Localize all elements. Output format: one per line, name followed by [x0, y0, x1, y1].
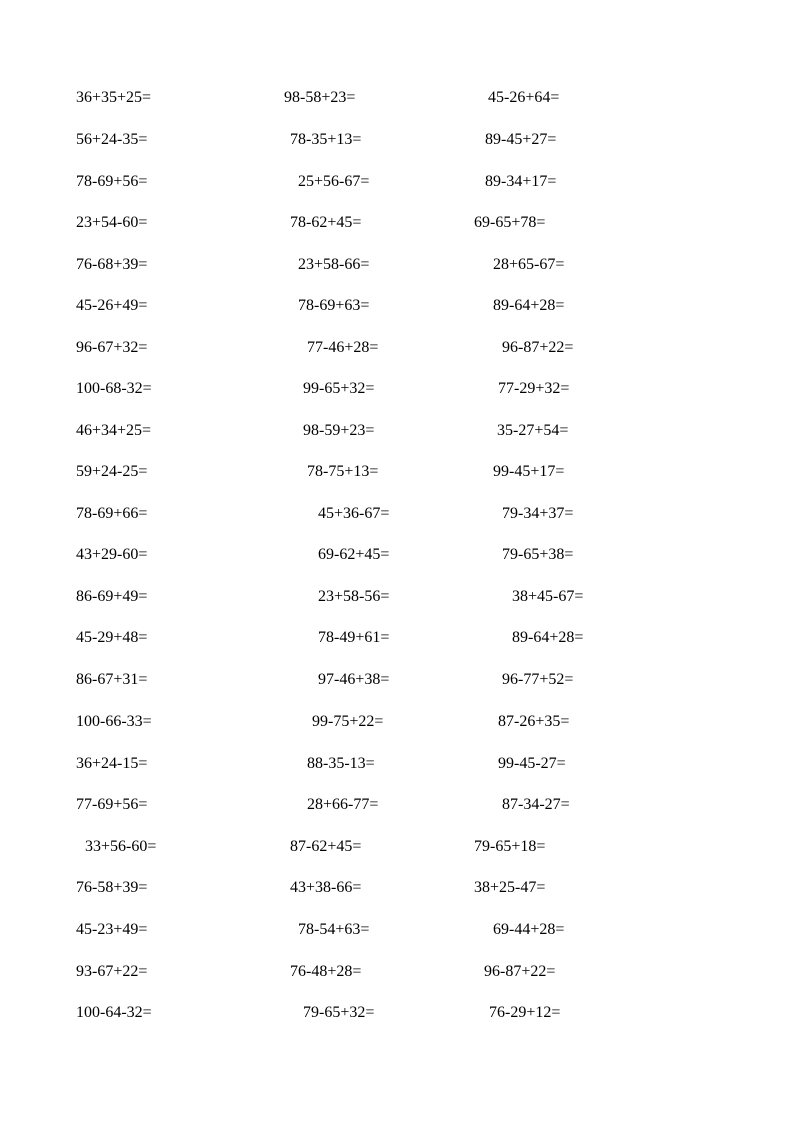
arithmetic-problem: 78-35+13= — [290, 131, 362, 148]
arithmetic-problem: 99-65+32= — [303, 380, 375, 397]
problem-row — [0, 213, 794, 237]
arithmetic-problem: 99-45-27= — [498, 755, 566, 772]
arithmetic-problem: 96-77+52= — [502, 671, 574, 688]
problem-row — [0, 255, 794, 279]
arithmetic-problem: 87-26+35= — [498, 713, 570, 730]
problem-row — [0, 795, 794, 819]
arithmetic-problem: 79-65+32= — [303, 1004, 375, 1021]
problem-row — [0, 837, 794, 861]
arithmetic-problem: 79-34+37= — [502, 505, 574, 522]
arithmetic-problem: 79-65+38= — [502, 546, 574, 563]
arithmetic-problem: 69-44+28= — [493, 921, 565, 938]
arithmetic-problem: 25+56-67= — [298, 173, 370, 190]
arithmetic-problem: 78-69+66= — [76, 505, 148, 522]
problem-row — [0, 1003, 794, 1027]
arithmetic-problem: 56+24-35= — [76, 131, 148, 148]
arithmetic-problem: 79-65+18= — [474, 838, 546, 855]
problem-row — [0, 504, 794, 528]
problem-row — [0, 587, 794, 611]
arithmetic-problem: 89-34+17= — [485, 173, 557, 190]
arithmetic-problem: 76-29+12= — [489, 1004, 561, 1021]
arithmetic-problem: 45-26+49= — [76, 297, 148, 314]
problem-row — [0, 338, 794, 362]
arithmetic-problem: 69-65+78= — [474, 214, 546, 231]
arithmetic-problem: 23+54-60= — [76, 214, 148, 231]
problem-row — [0, 712, 794, 736]
problem-row — [0, 962, 794, 986]
arithmetic-problem: 87-62+45= — [290, 838, 362, 855]
arithmetic-problem: 96-87+22= — [502, 339, 574, 356]
arithmetic-problem: 69-62+45= — [318, 546, 390, 563]
arithmetic-problem: 35-27+54= — [497, 422, 569, 439]
problem-row — [0, 172, 794, 196]
arithmetic-problem: 89-64+28= — [493, 297, 565, 314]
problem-row — [0, 421, 794, 445]
arithmetic-problem: 96-87+22= — [484, 963, 556, 980]
arithmetic-problem: 76-68+39= — [76, 256, 148, 273]
arithmetic-problem: 45-23+49= — [76, 921, 148, 938]
arithmetic-problem: 36+24-15= — [76, 755, 148, 772]
problem-row — [0, 545, 794, 569]
problem-row — [0, 628, 794, 652]
arithmetic-problem: 78-62+45= — [290, 214, 362, 231]
arithmetic-problem: 87-34-27= — [502, 796, 570, 813]
arithmetic-problem: 77-69+56= — [76, 796, 148, 813]
arithmetic-problem: 100-64-32= — [76, 1004, 152, 1021]
arithmetic-problem: 43+29-60= — [76, 546, 148, 563]
arithmetic-problem: 98-58+23= — [284, 89, 356, 106]
arithmetic-problem: 38+25-47= — [474, 879, 546, 896]
arithmetic-problem: 89-45+27= — [485, 131, 557, 148]
arithmetic-problem: 33+56-60= — [85, 838, 157, 855]
problem-row — [0, 878, 794, 902]
problem-row — [0, 462, 794, 486]
problem-row — [0, 379, 794, 403]
arithmetic-problem: 38+45-67= — [512, 588, 584, 605]
problem-row — [0, 296, 794, 320]
arithmetic-problem: 59+24-25= — [76, 463, 148, 480]
arithmetic-problem: 86-67+31= — [76, 671, 148, 688]
arithmetic-problem: 28+66-77= — [307, 796, 379, 813]
arithmetic-problem: 89-64+28= — [512, 629, 584, 646]
arithmetic-problem: 88-35-13= — [307, 755, 375, 772]
arithmetic-problem: 76-48+28= — [290, 963, 362, 980]
arithmetic-problem: 100-66-33= — [76, 713, 152, 730]
problem-row — [0, 130, 794, 154]
arithmetic-problem: 36+35+25= — [76, 89, 152, 106]
problem-row — [0, 754, 794, 778]
arithmetic-problem: 78-54+63= — [298, 921, 370, 938]
arithmetic-problem: 77-46+28= — [307, 339, 379, 356]
arithmetic-problem: 43+38-66= — [290, 879, 362, 896]
arithmetic-problem: 76-58+39= — [76, 879, 148, 896]
arithmetic-problem: 100-68-32= — [76, 380, 152, 397]
arithmetic-problem: 45-26+64= — [488, 89, 560, 106]
arithmetic-problem: 45+36-67= — [318, 505, 390, 522]
arithmetic-problem: 77-29+32= — [498, 380, 570, 397]
arithmetic-problem: 96-67+32= — [76, 339, 148, 356]
arithmetic-problem: 78-75+13= — [307, 463, 379, 480]
arithmetic-problem: 99-45+17= — [493, 463, 565, 480]
arithmetic-problem: 98-59+23= — [303, 422, 375, 439]
arithmetic-problem: 23+58-66= — [298, 256, 370, 273]
arithmetic-problem: 78-69+56= — [76, 173, 148, 190]
problem-row — [0, 88, 794, 112]
arithmetic-problem: 28+65-67= — [493, 256, 565, 273]
problem-row — [0, 670, 794, 694]
arithmetic-problem: 86-69+49= — [76, 588, 148, 605]
arithmetic-problem: 45-29+48= — [76, 629, 148, 646]
arithmetic-problem: 93-67+22= — [76, 963, 148, 980]
problem-row — [0, 920, 794, 944]
arithmetic-problem: 46+34+25= — [76, 422, 152, 439]
arithmetic-problem: 97-46+38= — [318, 671, 390, 688]
arithmetic-problem: 23+58-56= — [318, 588, 390, 605]
arithmetic-problem: 78-49+61= — [318, 629, 390, 646]
arithmetic-problem: 99-75+22= — [312, 713, 384, 730]
arithmetic-problem: 78-69+63= — [298, 297, 370, 314]
